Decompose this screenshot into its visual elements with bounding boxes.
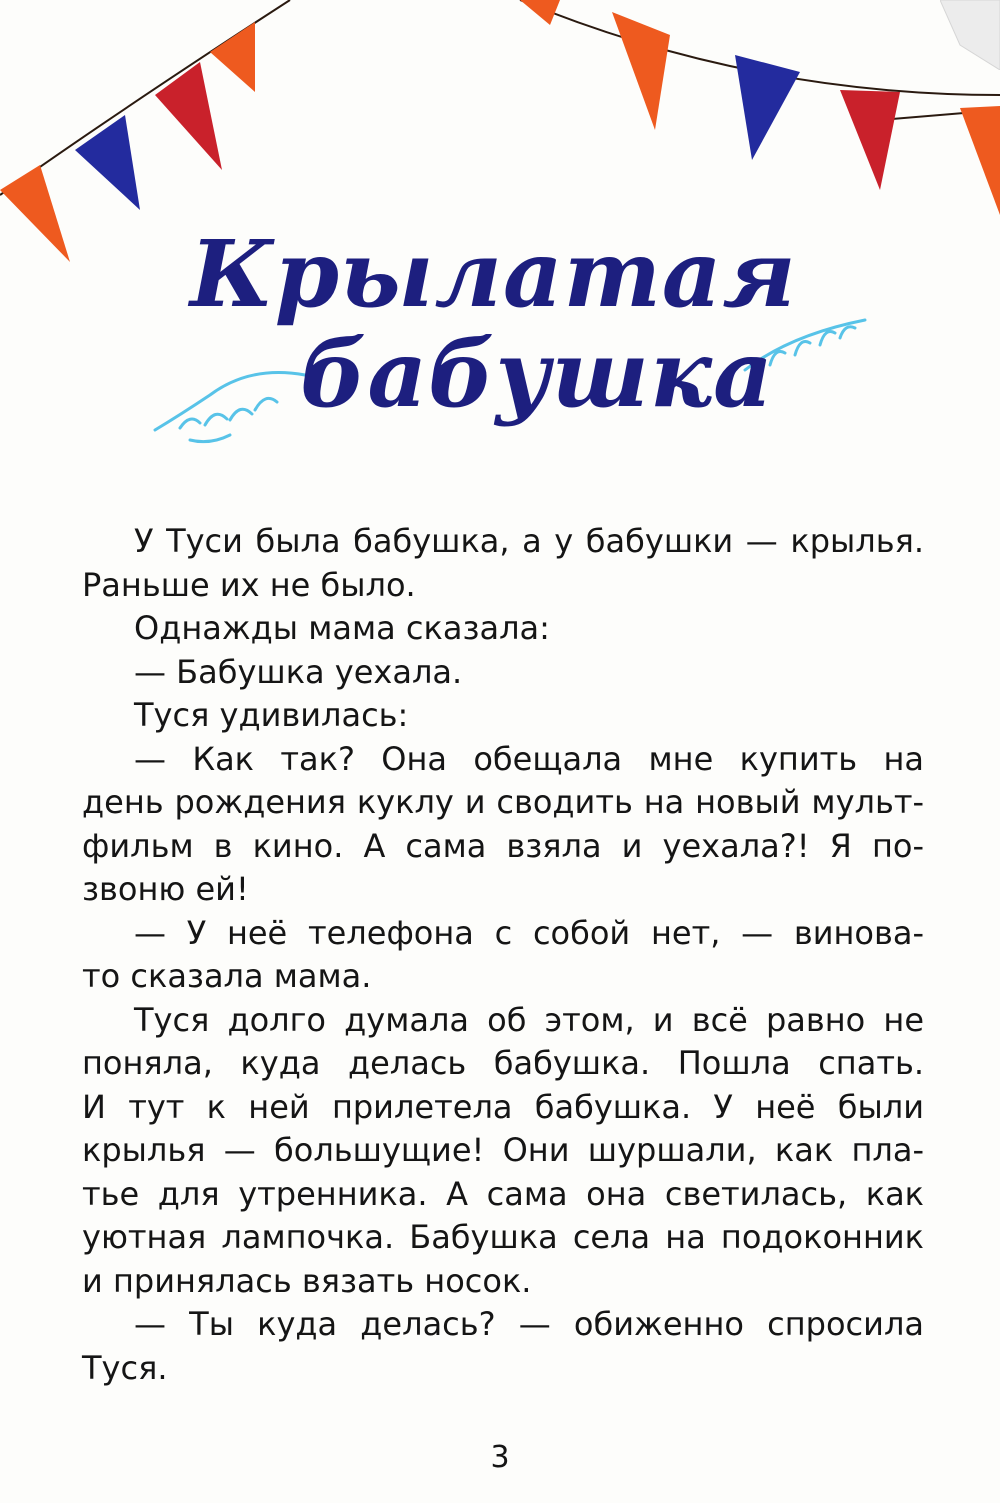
text-line: Туся долго думала об этом, и всё равно не xyxy=(134,1000,924,1039)
text-line: — Как так? Она обещала мне купить на xyxy=(134,739,924,778)
flag-blue-2 xyxy=(735,55,800,160)
text-line: уютная лампочка. Бабушка села на подоконник xyxy=(82,1218,924,1256)
text-line: У Туси была бабушка, а у бабушки — крылья. xyxy=(134,522,924,560)
text-line: Туся. xyxy=(82,1348,168,1387)
flag-orange-5 xyxy=(960,106,1000,215)
text-line: фильм в кино. А сама взяла и уехала?! Я по- xyxy=(82,826,924,865)
text-line: И тут к ней прилетела бабушка. У неё были xyxy=(82,1087,924,1126)
text-line: — Ты куда делась? — обиженно спросила xyxy=(134,1305,924,1343)
flag-blue-1 xyxy=(75,115,140,210)
text-line: и принялась вязать носок. xyxy=(82,1261,532,1300)
text-line: день рождения куклу и сводить на новый мульт- xyxy=(82,783,924,821)
text-line: звоню ей! xyxy=(82,870,249,908)
left-wing-icon xyxy=(150,360,310,450)
title-line-2: бабушка xyxy=(300,320,774,428)
flag-red-2 xyxy=(840,90,900,190)
story-text xyxy=(82,520,924,1390)
flag-orange-4 xyxy=(612,12,670,130)
text-line: крылья — большущие! Они шуршали, как пла- xyxy=(82,1131,924,1169)
text-line: Туся удивилась: xyxy=(134,696,409,734)
flag-orange-2 xyxy=(210,22,255,92)
text-line: Раньше их не было. xyxy=(82,565,416,604)
corner-fold xyxy=(940,0,1000,70)
text-line: поняла, куда делась бабушка. Пошла спать. xyxy=(82,1044,924,1082)
page-number: 3 xyxy=(490,1440,510,1475)
text-line: Однажды мама сказала: xyxy=(134,609,550,647)
flag-orange-3 xyxy=(520,0,560,25)
text-line: то сказала мама. xyxy=(82,957,372,995)
title-block xyxy=(150,220,870,450)
text-line: тье для утренника. А сама она светилась, как xyxy=(82,1174,924,1213)
flag-red-1 xyxy=(155,62,222,170)
flag-orange-1 xyxy=(0,165,70,262)
title-line-1: Крылатая xyxy=(190,220,797,328)
text-line: — У неё телефона с собой нет, — винова- xyxy=(134,913,924,952)
text-line: — Бабушка уехала. xyxy=(134,652,463,691)
